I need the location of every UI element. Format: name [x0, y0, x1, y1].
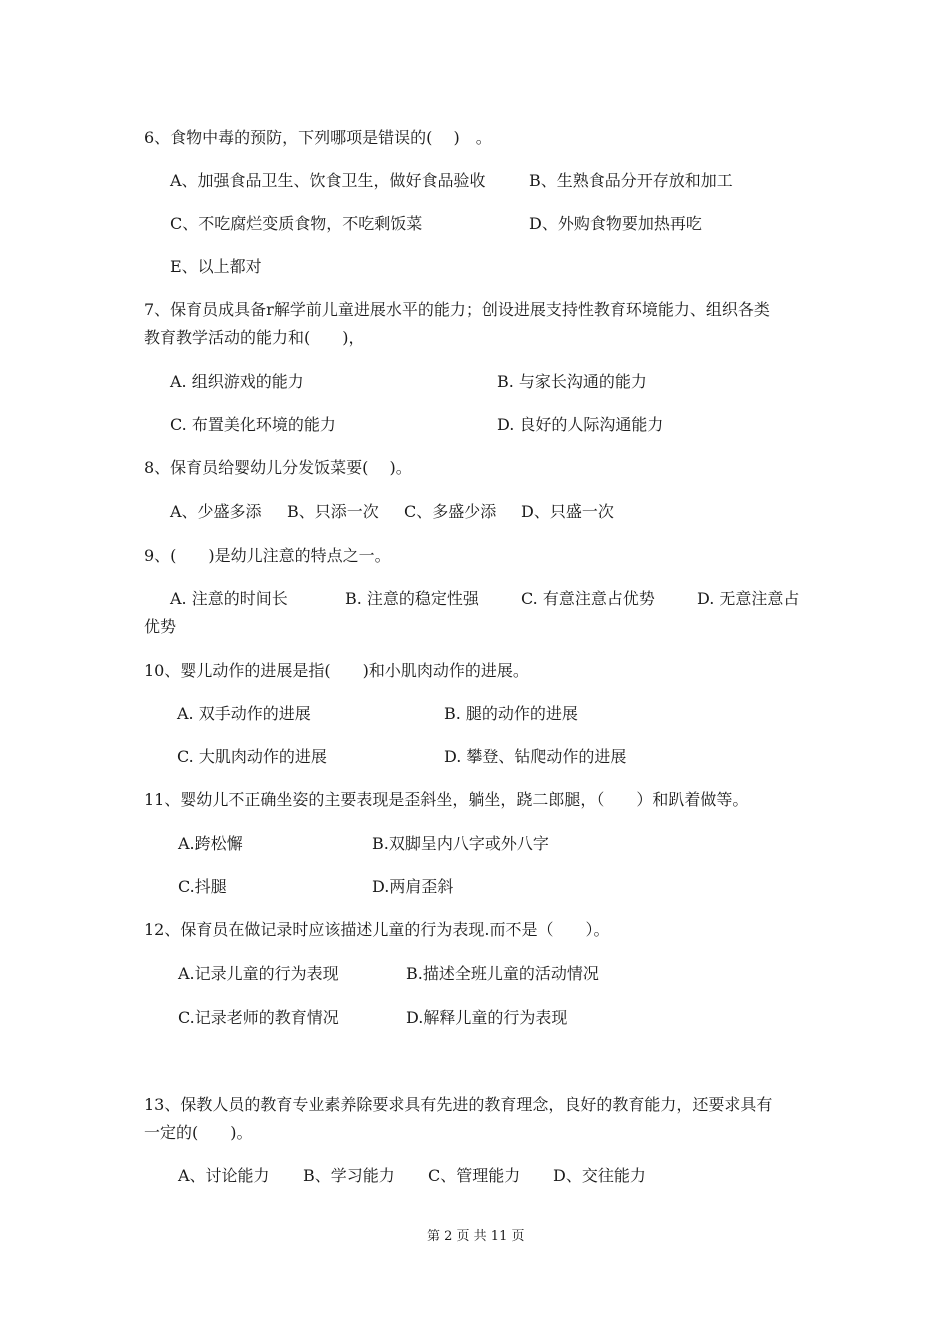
- question-12-option-a: A.记录儿童的行为表现: [178, 964, 339, 983]
- question-8-option-b: B、只添一次: [287, 502, 379, 521]
- question-11-option-c: C.抖腿: [178, 877, 227, 896]
- question-9-option-c: C. 有意注意占优势: [521, 589, 655, 608]
- question-10-option-b: B. 腿的动作的进展: [444, 704, 578, 723]
- question-13-option-d: D、交往能力: [553, 1166, 646, 1185]
- question-12-option-b: B.描述全班儿童的活动情况: [406, 964, 599, 983]
- question-13-stem-line-2: 一定的( )。: [144, 1123, 253, 1142]
- question-6-option-c: C、不吃腐烂变质食物，不吃剩饭菜: [170, 214, 423, 233]
- question-8-option-c: C、多盛少添: [404, 502, 497, 521]
- page-number-footer: 第 2 页 共 11 页: [427, 1229, 525, 1244]
- question-8-option-d: D、只盛一次: [521, 502, 614, 521]
- question-10-option-a: A. 双手动作的进展: [177, 704, 311, 723]
- question-12-option-d: D.解释儿童的行为表现: [406, 1008, 568, 1027]
- question-9-option-d-line-2: 优势: [144, 617, 177, 636]
- question-11-option-d: D.两肩歪斜: [372, 877, 454, 896]
- question-7-stem-line-1: 7、保育员成具备r解学前儿童进展水平的能力；创设进展支持性教育环境能力、组织各类: [144, 300, 770, 319]
- question-7-option-b: B. 与家长沟通的能力: [497, 372, 647, 391]
- question-7-option-d: D. 良好的人际沟通能力: [497, 415, 664, 434]
- question-6-option-a: A、加强食品卫生、饮食卫生，做好食品验收: [170, 171, 486, 190]
- question-11-stem: 11、婴幼儿不正确坐姿的主要表现是歪斜坐，躺坐，跷二郎腿，（ ）和趴着做等。: [144, 790, 749, 809]
- question-13-option-a: A、讨论能力: [178, 1166, 270, 1185]
- question-8-stem: 8、保育员给婴幼儿分发饭菜要( )。: [144, 458, 412, 477]
- question-13-stem-line-1: 13、保教人员的教育专业素养除要求具有先进的教育理念，良好的教育能力，还要求具有: [144, 1095, 773, 1114]
- question-7-option-a: A. 组织游戏的能力: [170, 372, 304, 391]
- question-6-option-d: D、外购食物要加热再吃: [529, 214, 702, 233]
- question-9-option-a: A. 注意的时间长: [170, 589, 288, 608]
- question-6-option-e: E、以上都对: [170, 257, 262, 276]
- question-13-option-b: B、学习能力: [303, 1166, 395, 1185]
- question-9-option-d-line-1: D. 无意注意占: [697, 589, 800, 608]
- question-8-option-a: A、少盛多添: [170, 502, 262, 521]
- question-7-option-c: C. 布置美化环境的能力: [170, 415, 336, 434]
- question-10-stem: 10、婴儿动作的进展是指( )和小肌肉动作的进展。: [144, 661, 529, 680]
- question-11-option-a: A.跨松懈: [178, 834, 243, 853]
- question-12-option-c: C.记录老师的教育情况: [178, 1008, 339, 1027]
- question-6-stem: 6、食物中毒的预防，下列哪项是错误的( ) 。: [144, 128, 492, 147]
- question-12-stem: 12、保育员在做记录时应该描述儿童的行为表现.而不是（ ）。: [144, 920, 610, 939]
- question-9-option-b: B. 注意的稳定性强: [345, 589, 479, 608]
- question-7-stem-line-2: 教育教学活动的能力和( )，: [144, 328, 365, 347]
- question-9-stem: 9、( )是幼儿注意的特点之一。: [144, 546, 391, 565]
- question-13-option-c: C、管理能力: [428, 1166, 521, 1185]
- question-10-option-d: D. 攀登、钻爬动作的进展: [444, 747, 627, 766]
- question-11-option-b: B.双脚呈内八字或外八字: [372, 834, 549, 853]
- question-10-option-c: C. 大肌肉动作的进展: [177, 747, 327, 766]
- question-6-option-b: B、生熟食品分开存放和加工: [529, 171, 733, 190]
